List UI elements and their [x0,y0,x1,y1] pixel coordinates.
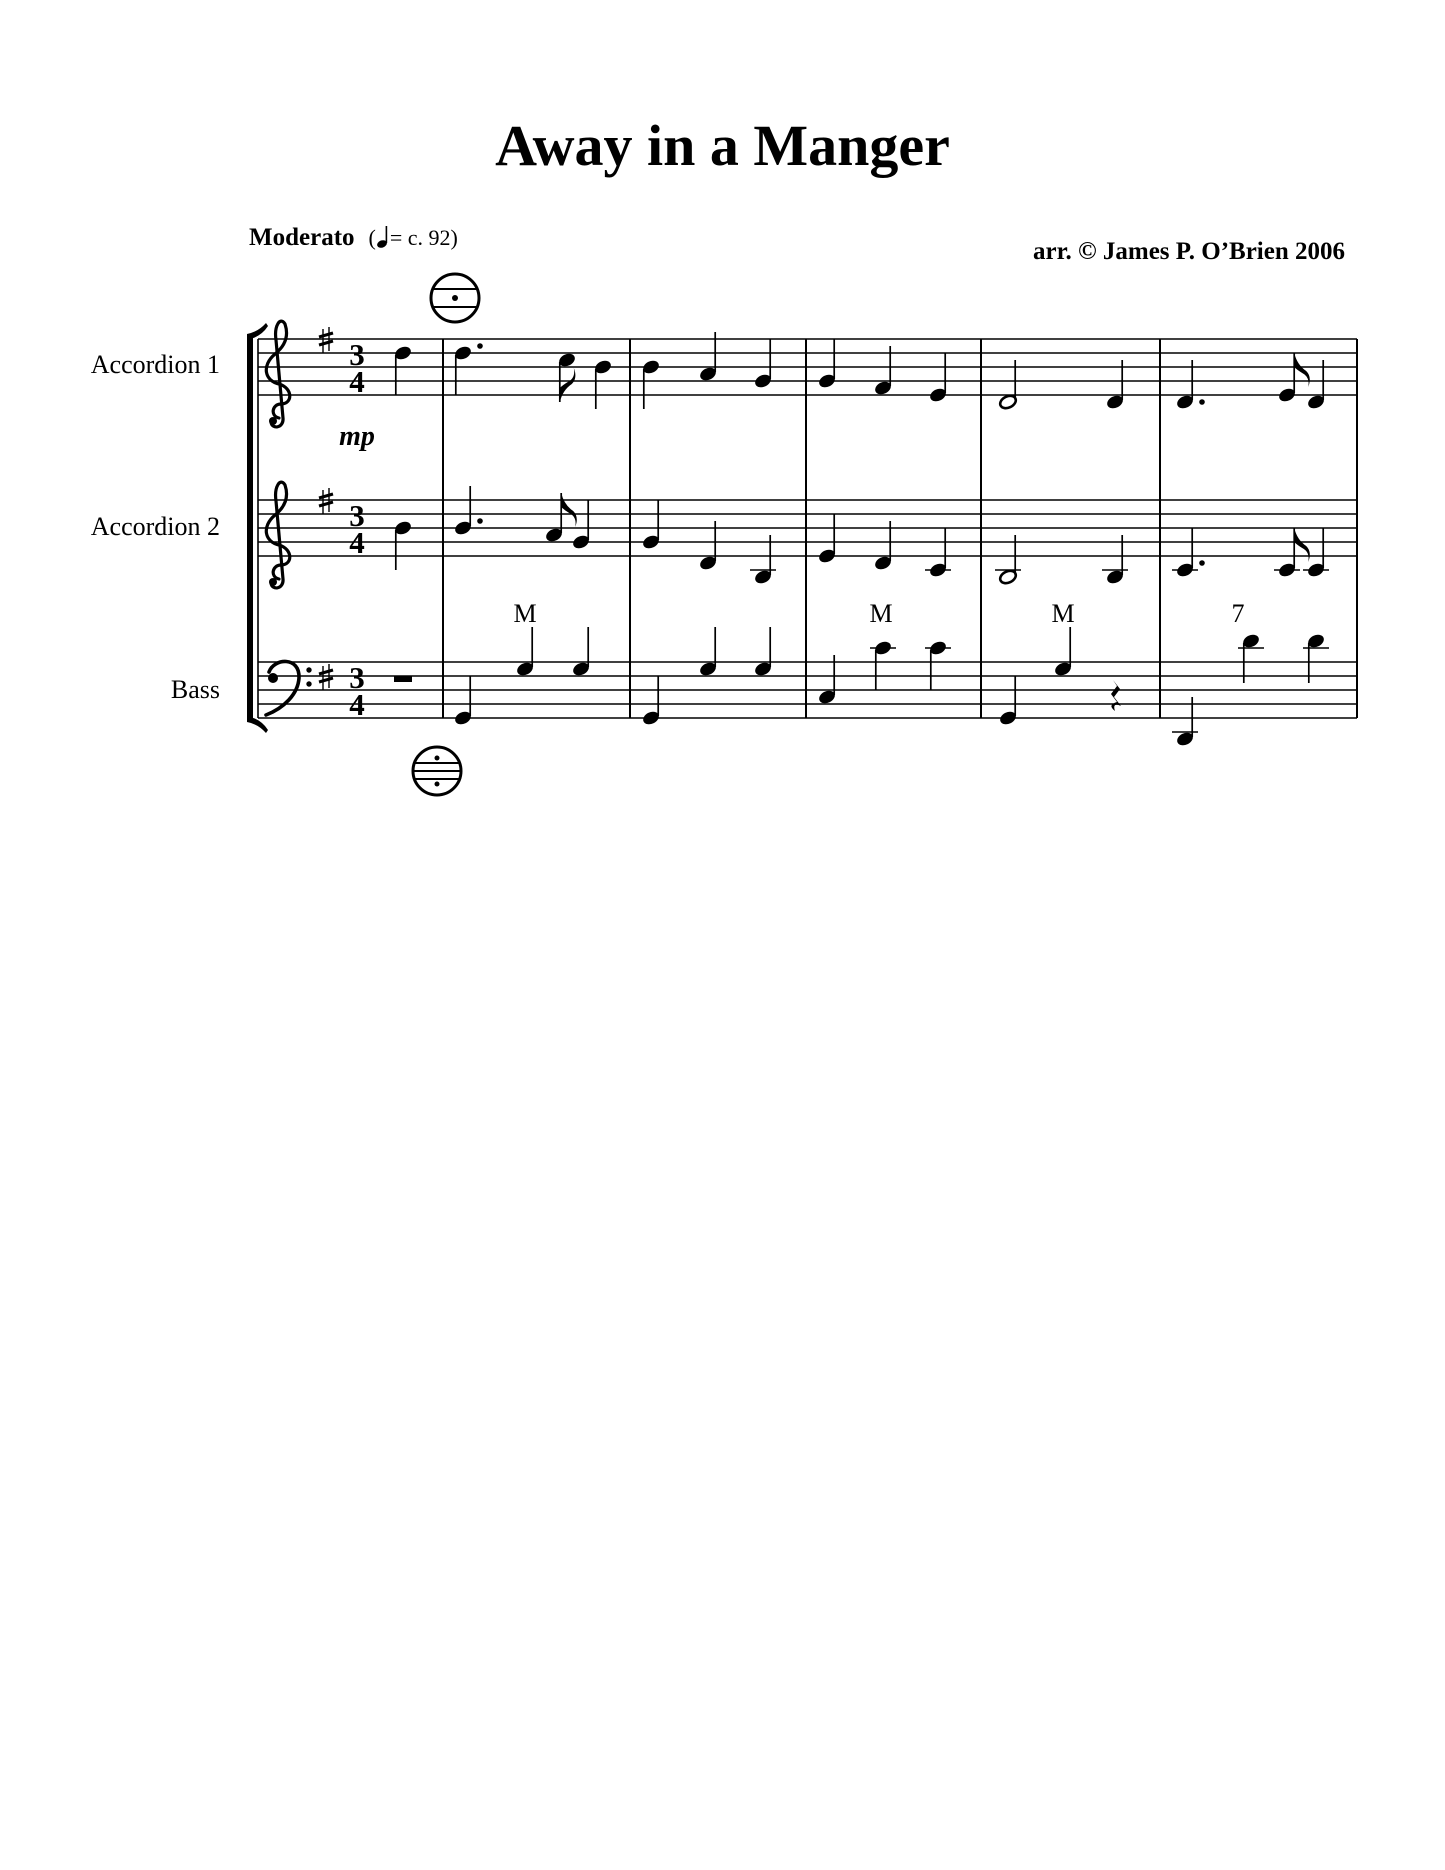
key-signature-sharp-icon [319,327,333,353]
chord-label: M [1051,599,1075,628]
chord-label: M [513,599,537,628]
note [698,627,718,678]
note [753,627,773,678]
treble-clef-icon [266,321,289,427]
note [925,639,951,690]
treble-clef-icon [266,482,289,588]
note [1274,528,1310,579]
time-signature-bottom: 4 [349,364,365,399]
treble-register-symbol [431,274,479,322]
note [515,627,535,678]
note [393,519,413,570]
rest [1111,680,1121,711]
note [641,676,661,727]
instrument-label-accordion-2: Accordion 2 [90,512,220,541]
time-signature-bottom: 4 [349,525,365,560]
note [453,343,483,395]
note [753,339,773,390]
tempo-text: Moderato [249,224,355,251]
note [393,344,413,395]
arranger-credit: arr. © James P. O’Brien 2006 [1033,238,1345,265]
note [1303,528,1329,579]
note [571,627,591,678]
note [453,486,483,537]
note [870,639,896,690]
note [925,528,951,579]
note [817,514,837,565]
note [998,676,1018,727]
time-signature-bottom: 4 [349,687,365,722]
time-signature-top: 3 [349,337,365,372]
note [571,500,591,551]
note [928,353,948,404]
note [1277,353,1310,404]
score-title: Away in a Manger [495,113,950,178]
key-signature-sharp-icon [319,488,333,514]
note [593,358,613,409]
rest [394,676,412,682]
metronome-mark: ( = c. 92) [368,225,458,250]
time-signature-top: 3 [349,498,365,533]
chord-label: M [869,599,893,628]
chord-label: 7 [1231,599,1245,628]
chord-labels [513,599,1244,628]
instrument-label-accordion-1: Accordion 1 [90,350,220,379]
dynamic-marking: mp [339,421,375,452]
note [641,500,661,551]
instrument-label-bass: Bass [170,675,220,704]
note [453,676,473,727]
note [641,358,661,409]
key-signature-sharp-icon [319,664,333,690]
bass-register-symbol [413,747,461,795]
time-signature-top: 3 [349,660,365,695]
note [817,339,837,390]
note [1172,528,1205,579]
bass-clef-icon [266,661,312,715]
note [1053,627,1073,678]
